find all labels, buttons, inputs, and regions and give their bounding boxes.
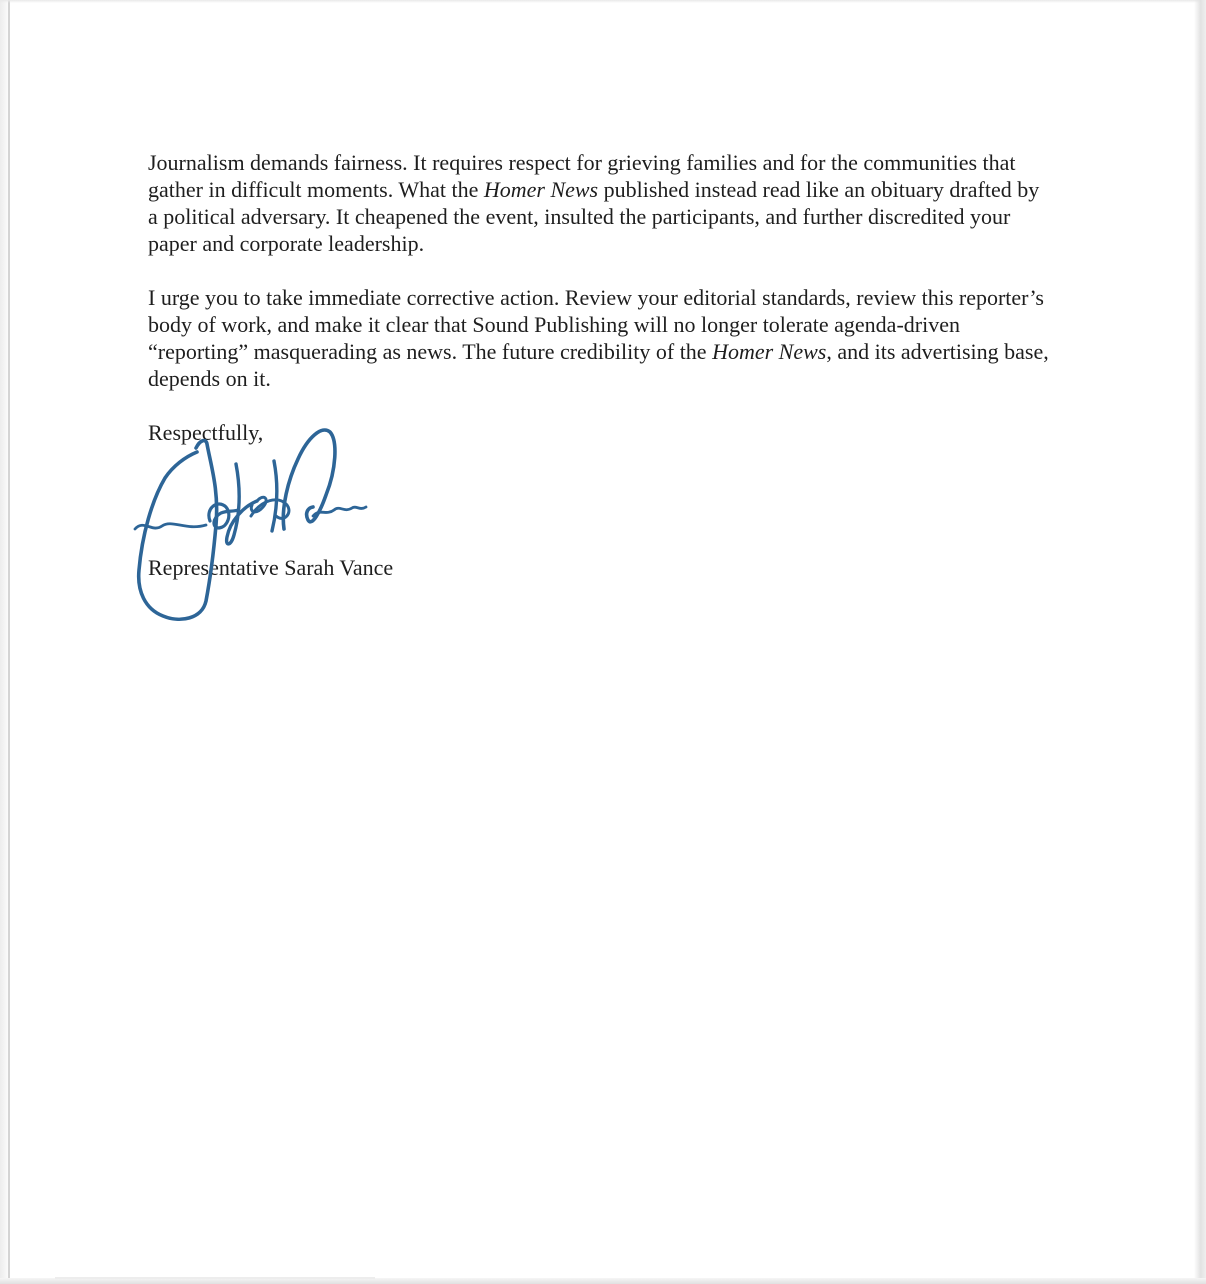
scan-edge-right-wash bbox=[1194, 0, 1206, 1284]
scan-edge-left-line bbox=[8, 0, 10, 1284]
paragraph-text: published instead read like an obituary drafted by a political adversary. It cheapened the event, insulted the participants, and further discredited your paper and corporate leadership. bbox=[148, 177, 1040, 256]
paragraph-text: I urge you to take immediate corrective action. Review your editorial standards, review this reporter’s body of work, and make it clear that Sound Publishing will no longer tolerate agenda-driven “reporting” masquerading as news. The future credibility of the bbox=[148, 285, 1044, 364]
letter-paragraph-1 bbox=[148, 149, 1050, 257]
letter-paragraph-2 bbox=[148, 284, 1050, 392]
letter-body bbox=[148, 149, 1050, 581]
publication-name-italic: Homer News bbox=[712, 339, 827, 364]
scan-edge-top-line bbox=[0, 0, 1206, 3]
paragraph-text: Journalism demands fairness. It requires respect for grieving families and for the communities that gather in difficult moments. What the bbox=[148, 150, 1016, 202]
signer-name: Representative Sarah Vance bbox=[148, 555, 394, 580]
paragraph-text: , and its advertising base, depends on it. bbox=[148, 339, 1049, 391]
scan-edge-left-wash bbox=[0, 0, 8, 1284]
closing-line: Respectfully, bbox=[148, 420, 264, 445]
publication-name-italic: Homer News bbox=[483, 177, 599, 202]
scan-edge-bottom-line bbox=[55, 1277, 375, 1279]
